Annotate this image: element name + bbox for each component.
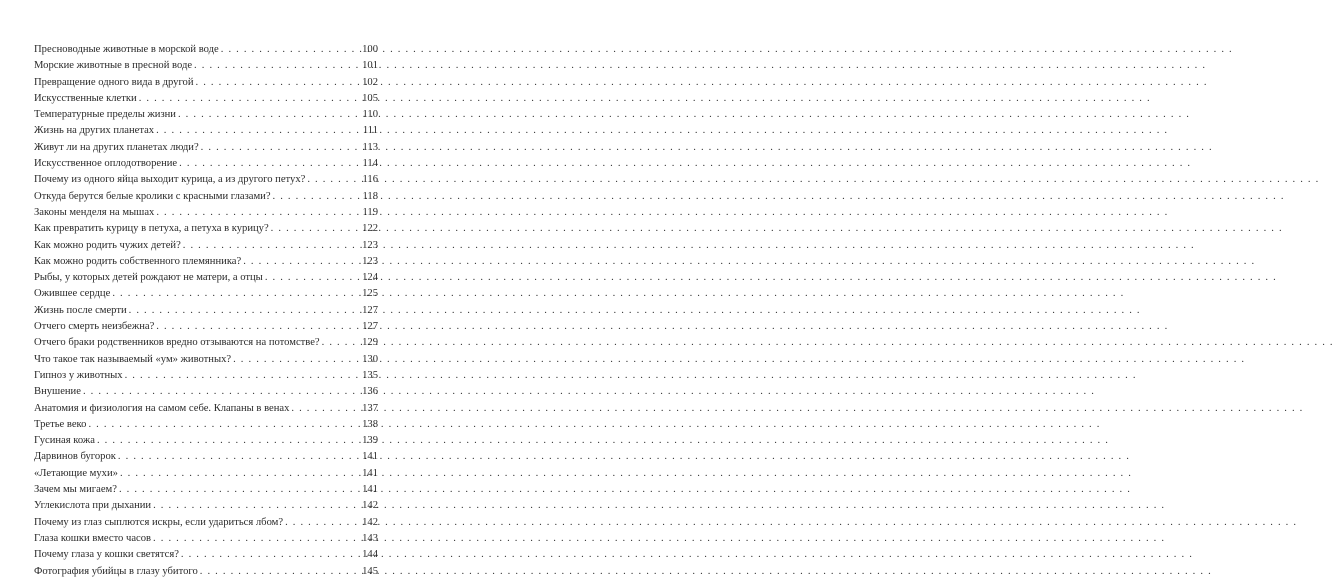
- toc-entry-page-number: 144: [362, 549, 378, 561]
- toc-entry-title: Температурные пределы жизни: [34, 109, 176, 121]
- toc-dot-leader: [178, 107, 359, 123]
- toc-entry: [34, 156, 378, 172]
- toc-entry-page-number: 124: [362, 272, 378, 284]
- toc-entry-page-number: 129: [362, 337, 378, 349]
- toc-entry: [34, 319, 378, 335]
- toc-entry: [34, 515, 378, 531]
- toc-entry: [34, 107, 378, 123]
- toc-entry-title: Гипноз у животных: [34, 369, 123, 381]
- toc-entry-title: Жизнь на других планетах: [34, 125, 155, 137]
- toc-dot-leader: [273, 189, 359, 205]
- toc-entry: [34, 547, 378, 563]
- toc-dot-leader: [129, 303, 358, 319]
- toc-entry: [34, 205, 378, 221]
- toc-entry: [34, 42, 378, 58]
- toc-entry: [34, 189, 378, 205]
- toc-entry-title: Отчего смерть неизбежна?: [34, 321, 155, 333]
- toc-entry: [34, 238, 378, 254]
- toc-entry-title: Искусственные клетки: [34, 92, 137, 104]
- toc-entry-title: Жизнь после смерти: [34, 304, 127, 316]
- toc-dot-leader: [156, 319, 358, 335]
- toc-dot-leader: [139, 91, 358, 107]
- toc-dot-leader: [153, 498, 358, 514]
- toc-entry-page-number: 118: [362, 190, 378, 202]
- toc-entry-page-number: 137: [362, 402, 378, 414]
- toc-entry-page-number: 116: [362, 174, 378, 186]
- toc-entry: [34, 172, 378, 188]
- toc-entry-page-number: 114: [362, 158, 378, 170]
- toc-entry: [34, 401, 378, 417]
- toc-entry: [34, 531, 378, 547]
- toc-dot-leader: [194, 58, 358, 74]
- toc-entry-page-number: 138: [362, 418, 378, 430]
- toc-entry-title: Почему глаза у кошки светятся?: [34, 549, 179, 561]
- toc-entry: [34, 221, 378, 237]
- toc-entry-page-number: 145: [362, 565, 378, 577]
- toc-entry-page-number: 122: [362, 223, 378, 235]
- toc-entry-page-number: 127: [362, 321, 378, 333]
- toc-dot-leader: [243, 254, 358, 270]
- toc-entry-title: Как можно родить собственного племянника?: [34, 255, 242, 267]
- toc-entry-title: Живут ли на других планетах люди?: [34, 141, 199, 153]
- toc-entry-title: Фотография убийцы в глазу убитого: [34, 565, 198, 577]
- toc-entry-page-number: 136: [362, 386, 378, 398]
- toc-entry: [34, 254, 378, 270]
- toc-entry-page-number: 100: [362, 44, 378, 55]
- toc-dot-leader: [285, 515, 358, 531]
- toc-entry-title: Превращение одного вида в другой: [34, 76, 194, 88]
- toc-dot-leader: [200, 564, 358, 580]
- toc-entry-title: Анатомия и физиология на самом себе. Клапаны в венах: [34, 402, 290, 414]
- toc-entry-title: Третье веко: [34, 418, 87, 430]
- toc-entry: [34, 564, 378, 580]
- toc-entry-title: Углекислота при дыхании: [34, 500, 152, 512]
- toc-entry-title: Глаза кошки вместо часов: [34, 532, 152, 544]
- toc-entry: [34, 482, 378, 498]
- toc-entry-page-number: 123: [362, 255, 378, 267]
- toc-entry-title: Пресноводные животные в морской воде: [34, 44, 219, 55]
- toc-dot-leader: [179, 156, 358, 172]
- toc-entry-page-number: 110: [362, 109, 378, 121]
- toc-entry-page-number: 105: [362, 92, 378, 104]
- toc-entry: [34, 270, 378, 286]
- toc-entry-page-number: 102: [362, 76, 378, 88]
- toc-entry-page-number: 130: [362, 353, 378, 365]
- toc-entry-title: Как можно родить чужих детей?: [34, 239, 181, 251]
- toc-dot-leader: [97, 433, 358, 449]
- toc-entry: [34, 433, 378, 449]
- toc-entry-page-number: 113: [362, 141, 378, 153]
- toc-entry-title: Дарвинов бугорок: [34, 451, 116, 463]
- table-of-contents: [34, 42, 378, 580]
- toc-entry-title: Рыбы, у которых детей рождают не матери, а отцы: [34, 272, 263, 284]
- toc-dot-leader: [181, 547, 358, 563]
- toc-entry-page-number: 127: [362, 304, 378, 316]
- toc-entry-title: Откуда берутся белые кролики с красными глазами?: [34, 190, 271, 202]
- toc-entry: [34, 352, 378, 368]
- toc-entry-title: Почему из глаз сыплются искры, если удариться лбом?: [34, 516, 284, 528]
- toc-dot-leader: [83, 384, 358, 400]
- toc-entry: [34, 417, 378, 433]
- toc-entry: [34, 384, 378, 400]
- toc-entry-page-number: 101: [362, 60, 378, 72]
- toc-dot-leader: [307, 172, 358, 188]
- toc-entry-title: Отчего браки родственников вредно отзываются на потомстве?: [34, 337, 320, 349]
- toc-entry-page-number: 111: [362, 125, 378, 137]
- toc-dot-leader: [112, 286, 358, 302]
- toc-dot-leader: [265, 270, 358, 286]
- toc-entry-title: Что такое так называемый «ум» животных?: [34, 353, 232, 365]
- toc-entry-page-number: 141: [362, 484, 378, 496]
- toc-dot-leader: [119, 482, 358, 498]
- toc-entry: [34, 498, 378, 514]
- toc-dot-leader: [291, 401, 358, 417]
- toc-entry-title: «Летающие мухи»: [34, 467, 118, 479]
- toc-dot-leader: [221, 42, 358, 58]
- toc-dot-leader: [271, 221, 358, 237]
- toc-entry-page-number: 143: [362, 532, 378, 544]
- toc-dot-leader: [233, 352, 358, 368]
- toc-entry: [34, 303, 378, 319]
- toc-entry-title: Зачем мы мигаем?: [34, 484, 117, 496]
- toc-dot-leader: [88, 417, 358, 433]
- toc-entry-title: Морские животные в пресной воде: [34, 60, 193, 72]
- toc-entry-title: Как превратить курицу в петуха, а петуха в курицу?: [34, 223, 269, 235]
- toc-entry: [34, 75, 378, 91]
- toc-entry-page-number: 142: [362, 516, 378, 528]
- toc-entry-page-number: 125: [362, 288, 378, 300]
- toc-dot-leader: [118, 449, 358, 465]
- toc-dot-leader: [156, 123, 359, 139]
- toc-entry-page-number: 141: [362, 467, 378, 479]
- toc-entry: [34, 449, 378, 465]
- toc-dot-leader: [196, 75, 359, 91]
- toc-entry-title: Внушение: [34, 386, 81, 398]
- toc-dot-leader: [125, 368, 359, 384]
- toc-dot-leader: [156, 205, 358, 221]
- toc-entry: [34, 91, 378, 107]
- toc-entry: [34, 368, 378, 384]
- toc-entry-page-number: 142: [362, 500, 378, 512]
- toc-entry-page-number: 135: [362, 369, 378, 381]
- toc-entry-title: Законы менделя на мышах: [34, 206, 155, 218]
- toc-dot-leader: [322, 335, 358, 351]
- toc-entry-page-number: 139: [362, 435, 378, 447]
- toc-entry: [34, 335, 378, 351]
- toc-dot-leader: [120, 466, 358, 482]
- book-page: [0, 0, 410, 577]
- toc-entry: [34, 286, 378, 302]
- toc-entry-title: Искусственное оплодотворение: [34, 158, 178, 170]
- toc-entry: [34, 466, 378, 482]
- toc-entry-title: Почему из одного яйца выходит курица, а из другого петух?: [34, 174, 306, 186]
- toc-entry: [34, 140, 378, 156]
- toc-entry: [34, 58, 378, 74]
- toc-dot-leader: [183, 238, 358, 254]
- toc-dot-leader: [153, 531, 358, 547]
- toc-entry-page-number: 141: [362, 451, 378, 463]
- toc-entry-page-number: 123: [362, 239, 378, 251]
- toc-entry: [34, 123, 378, 139]
- toc-entry-title: Ожившее сердце: [34, 288, 111, 300]
- toc-dot-leader: [201, 140, 359, 156]
- toc-entry-page-number: 119: [362, 206, 378, 218]
- toc-entry-title: Гусиная кожа: [34, 435, 95, 447]
